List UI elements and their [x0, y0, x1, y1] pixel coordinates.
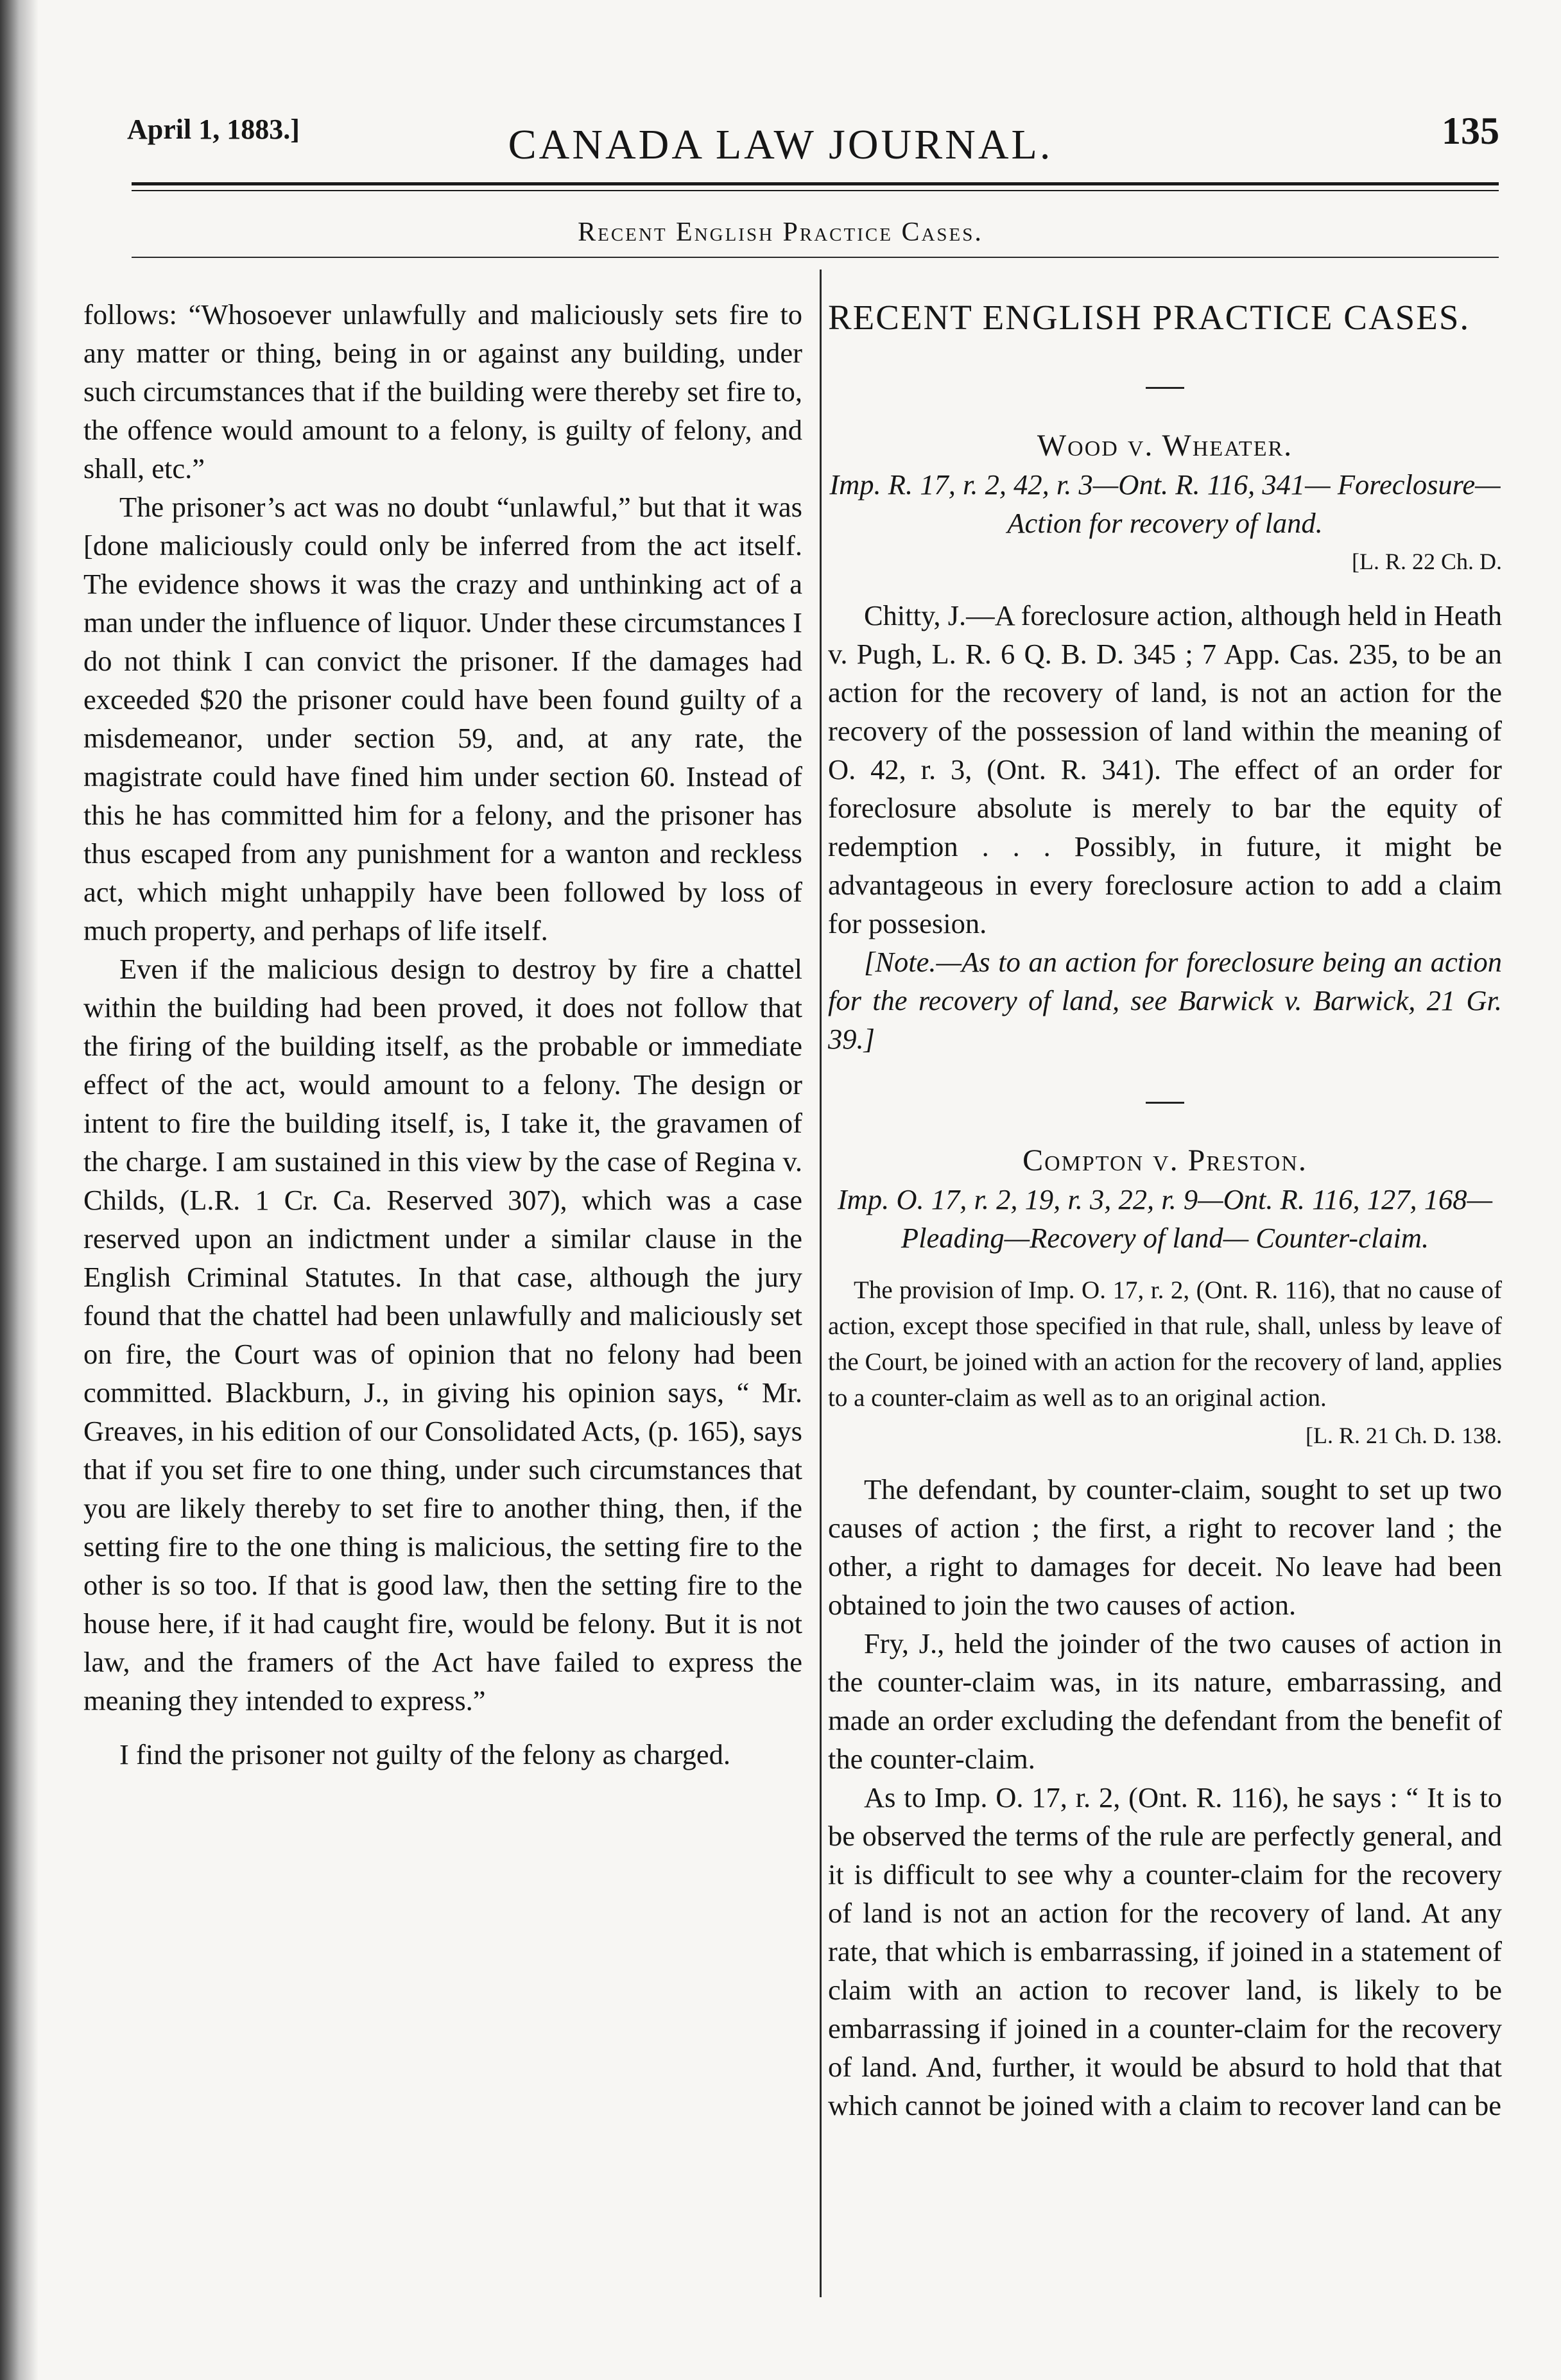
case-1-report: [L. R. 22 Ch. D. [1352, 549, 1502, 574]
case-1-body: Chitty, J.—A foreclosure action, although held in Heath v. Pugh, L. R. 6 Q. B. D. 345 ; 7 App. Cas. 235, to be an action for the recovery of land, is not an action for the recovery of the possession of land within the meaning of O. 42, r. 3, (Ont. R. 341). The effect of an order for foreclosure absolute is merely to bar the equity of redemption . . . Possibly, in future, it might be advantageous in every foreclosure action to add a claim for possesion. [828, 599, 1502, 939]
case-2-paragraph-3: As to Imp. O. 17, r. 2, (Ont. R. 116), he says : “ It is to be observed the terms of the rule are perfectly general, and it is difficult to see why a counter-claim for the recovery of land is not an action for the recovery of land. At any rate, that which is embarrassing, if joined in a statement of claim with an action to recover land, is likely to be embarrassing if joined in a counter-claim for the recovery of land. And, further, it would be absurd to hold that that which cannot be joined with a claim to recover land can be [828, 1781, 1502, 2121]
page-number: 135 [1442, 110, 1499, 152]
column-divider [820, 270, 822, 2297]
case-2-headnote: The provision of Imp. O. 17, r. 2, (Ont. R. 116), that no cause of action, except those specified in that rule, shall, unless by leave of the Court, be joined with an action for the recovery of land, applies to a counter-claim as well as to an original action. [828, 1276, 1502, 1412]
page-binding-edge [0, 0, 39, 2380]
case-1-citation: Imp. R. 17, r. 2, 42, r. 3—Ont. R. 116, 341— Foreclosure—Action for recovery of land. [829, 468, 1501, 539]
section-title: RECENT ENGLISH PRACTICE CASES. [828, 298, 1470, 337]
right-column [828, 292, 1502, 2125]
case-2-title: Compton v. Preston. [1022, 1143, 1307, 1177]
header-rule-thick [132, 182, 1499, 185]
header-rule-thin [132, 190, 1499, 191]
journal-title: CANADA LAW JOURNAL. [508, 121, 1053, 168]
section-divider [828, 369, 1502, 401]
left-paragraph-4: I find the prisoner not guilty of the felony as charged. [119, 1738, 730, 1770]
case-1-note: [Note.—As to an action for foreclosure being an action for the recovery of land, see Barwick v. Barwick, 21 Gr. 39.] [828, 946, 1502, 1055]
case-divider [828, 1084, 1502, 1116]
case-1-title: Wood v. Wheater. [1037, 429, 1293, 463]
left-paragraph-3: Even if the malicious design to destroy by fire a chattel within the building had been proved, it does not follow that the firing of the building itself, as the probable or immediate effect of the act, would amount to a felony. The design or intent to fire the building itself, is, I take it, the gravamen of the charge. I am sustained in this view by the case of Regina v. Childs, (L.R. 1 Cr. Ca. Reserved 307), which was a case reserved upon an indictment under a similar clause in the English Criminal Statutes. In that case, although the jury found that the chattel had been unlawfully and maliciously set on fire, the Court was of opinion that no felony had been committed. Blackburn, J., in giving his opinion says, “ Mr. Greaves, in his edition of our Consolidated Acts, (p. 165), says that if you set fire to one thing, under such circumstances that you are likely thereby to set fire to another thing, then, if the setting fire to the one thing is malicious, the setting fire to the other is so too. If that is good law, then the setting fire to the house here, if it had caught fire, would be felony. But it is not law, and the framers of the Act have failed to express the meaning they intended to express.” [83, 953, 802, 1717]
running-head: Recent English Practice Cases. [578, 218, 983, 247]
case-2-citation: Imp. O. 17, r. 2, 19, r. 3, 22, r. 9—Ont. R. 116, 127, 168—Pleading—Recovery of land— Counter-claim. [837, 1183, 1493, 1254]
case-2-paragraph-2: Fry, J., held the joinder of the two causes of action in the counter-claim was, in its nature, embarrassing, and made an order excluding the defendant from the benefit of the counter-claim. [828, 1627, 1502, 1775]
running-head-rule [132, 257, 1499, 258]
left-paragraph-2: The prisoner’s act was no doubt “unlawful,” but that it was [done maliciously could only be inferred from the act itself. The evidence shows it was the crazy and unthinking act of a man under the influence of liquor. Under these circumstances I do not think I can convict the prisoner. If the damages had exceeded $20 the prisoner could have been found guilty of a misdemeanor, under section 59, and, at any rate, the magistrate could have fined him under section 60. Instead of this he has committed him for a felony, and the prisoner has thus escaped from any punishment for a wanton and reckless act, which might unhappily have been followed by loss of much property, and perhaps of life itself. [83, 491, 802, 946]
issue-date: April 1, 1883.] [127, 114, 300, 145]
left-column [83, 295, 802, 1774]
case-2-paragraph-1: The defendant, by counter-claim, sought to set up two causes of action ; the first, a right to recover land ; the other, a right to damages for deceit. No leave had been obtained to join the two causes of action. [828, 1473, 1502, 1621]
case-2-report: [L. R. 21 Ch. D. 138. [1306, 1423, 1502, 1448]
left-paragraph-1: follows: “Whosoever unlawfully and maliciously sets fire to any matter or thing, being in or against any building, under such circumstances that if the building were thereby set fire to, the offence would amount to a felony, is guilty of felony, and shall, etc.” [83, 298, 802, 484]
